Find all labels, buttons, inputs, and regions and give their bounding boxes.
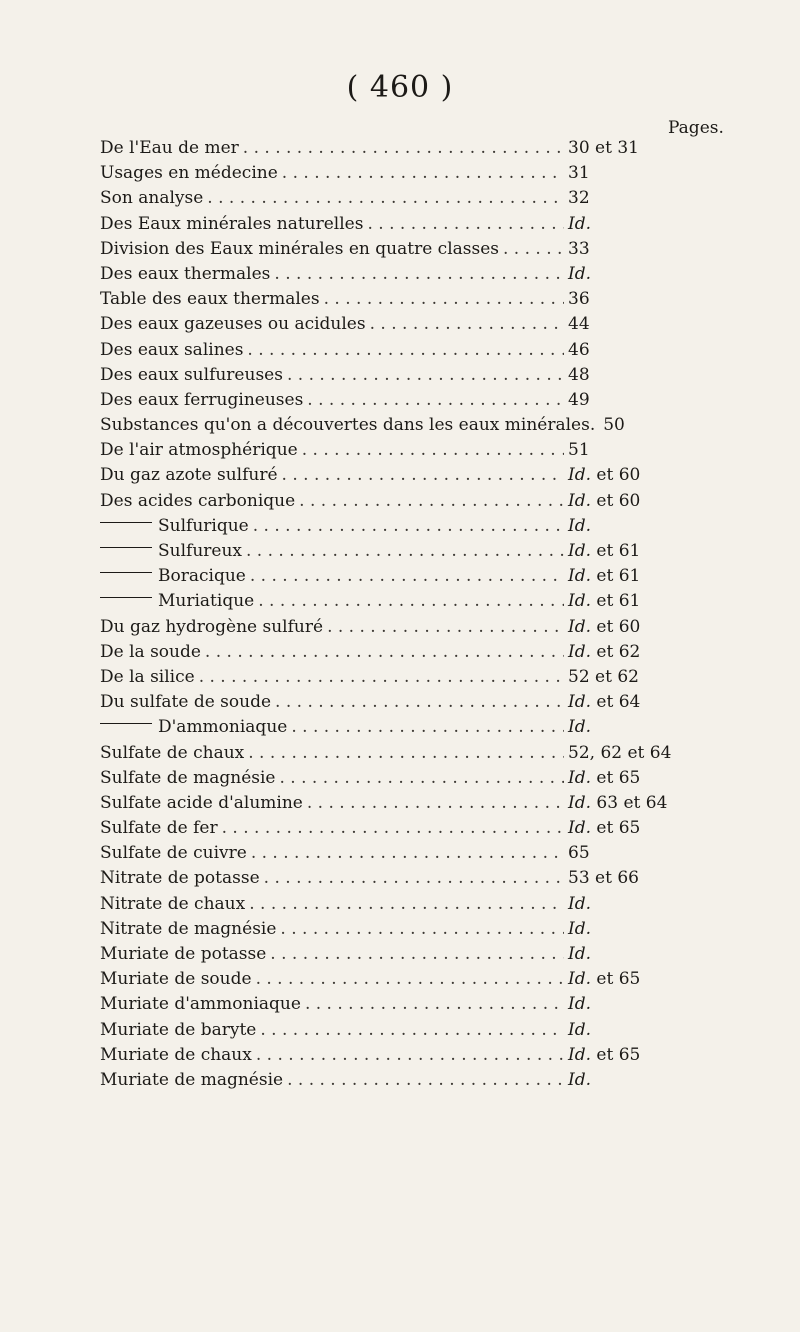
dot-leader (291, 717, 564, 737)
ditto-dash (100, 597, 152, 598)
toc-entry-page: 53 et 66 (568, 868, 639, 889)
toc-entry-label (100, 768, 275, 788)
dot-leader (274, 264, 564, 284)
toc-entry-text: D'ammoniaque (158, 717, 288, 738)
dot-leader (287, 365, 564, 385)
dot-leader (367, 214, 564, 234)
toc-entry-page: 52, 62 et 64 (568, 742, 672, 763)
toc-entry-label (100, 1020, 256, 1040)
toc-entry-text: Sulfate de magnésie (100, 767, 276, 788)
toc-entry-page: Id. (568, 918, 592, 939)
dot-leader (207, 188, 564, 208)
toc-entry (100, 365, 700, 390)
dot-leader (282, 163, 564, 183)
toc-entry-page: Id. et 65 (568, 767, 641, 788)
toc-entry (100, 440, 700, 465)
toc-entry-text: De la soude (100, 641, 201, 662)
toc-entry-label (100, 440, 298, 460)
toc-entry-label (100, 390, 303, 410)
toc-entry (100, 919, 700, 944)
toc-entry-text: Muriate d'ammoniaque (100, 994, 301, 1015)
dot-leader (370, 314, 564, 334)
dot-leader (248, 743, 564, 763)
table-of-contents (100, 138, 700, 1095)
toc-entry-page: Id. et 62 (568, 641, 641, 662)
toc-entry-text: Usages en médecine (100, 163, 278, 184)
dot-leader (253, 516, 564, 536)
toc-entry-page: 36 (568, 289, 590, 310)
toc-entry-label (100, 239, 499, 259)
toc-entry-label (100, 138, 239, 158)
toc-entry-page: Id. (568, 994, 592, 1015)
toc-entry (100, 264, 700, 289)
dot-leader (327, 617, 564, 637)
toc-entry-label (100, 491, 295, 511)
toc-entry-label (100, 894, 245, 914)
toc-entry (100, 717, 700, 742)
toc-entry-page: Id. (568, 717, 592, 738)
dot-leader (205, 642, 564, 662)
toc-entry (100, 743, 700, 768)
toc-entry (100, 1045, 700, 1070)
toc-entry-text: Table des eaux thermales (100, 289, 320, 310)
toc-entry-text: Du gaz azote sulfuré (100, 465, 278, 486)
toc-entry-text: Nitrate de potasse (100, 868, 260, 889)
toc-entry-label (100, 214, 363, 234)
toc-entry-page: 50 (603, 415, 625, 436)
toc-entry-page: Id. et 61 (568, 591, 641, 612)
toc-entry-label (100, 415, 595, 435)
toc-entry (100, 818, 700, 843)
toc-entry-label (100, 642, 201, 662)
toc-entry (100, 138, 700, 163)
toc-entry-label (100, 743, 244, 763)
toc-entry-label (100, 944, 266, 964)
toc-entry-label (100, 793, 303, 813)
toc-entry-text: Du gaz hydrogène sulfuré (100, 616, 324, 637)
toc-entry-label (100, 340, 243, 360)
dot-leader (275, 692, 564, 712)
toc-entry (100, 239, 700, 264)
toc-entry-page: Id. et 65 (568, 818, 641, 839)
toc-entry-text: De l'air atmosphérique (100, 440, 298, 461)
toc-entry-text: Muriate de chaux (100, 1044, 252, 1065)
toc-entry-page: Id. (568, 893, 592, 914)
dot-leader (260, 1020, 564, 1040)
toc-entry-text: Nitrate de magnésie (100, 918, 277, 939)
toc-entry-label (100, 566, 246, 586)
toc-entry-page: 65 (568, 843, 590, 864)
page-number: ( 460 ) (346, 70, 454, 105)
toc-entry (100, 667, 700, 692)
toc-entry-label (100, 843, 247, 863)
toc-entry-page: 32 (568, 188, 590, 209)
toc-entry (100, 1070, 700, 1095)
toc-entry (100, 843, 700, 868)
toc-entry (100, 994, 700, 1019)
toc-entry-label (100, 516, 249, 536)
toc-entry-text: Sulfurique (158, 515, 249, 536)
toc-entry-label (100, 314, 366, 334)
toc-entry-text: Des Eaux minérales naturelles (100, 213, 364, 234)
toc-entry-label (100, 188, 203, 208)
toc-entry (100, 944, 700, 969)
toc-entry-text: Sulfate de chaux (100, 742, 245, 763)
toc-entry (100, 340, 700, 365)
toc-entry-page: 31 (568, 163, 590, 184)
toc-entry (100, 491, 700, 516)
toc-entry-label (100, 365, 283, 385)
toc-entry-label (100, 994, 301, 1014)
dot-leader (270, 944, 564, 964)
toc-entry-page: Id. et 64 (568, 692, 641, 713)
dot-leader (256, 1045, 564, 1065)
dot-leader (305, 994, 564, 1014)
toc-entry-text: De l'Eau de mer (100, 138, 239, 158)
toc-entry-page: Id. (568, 213, 592, 234)
toc-entry-label (100, 969, 252, 989)
dot-leader (280, 919, 564, 939)
dot-leader (282, 465, 564, 485)
toc-entry-text: Des eaux ferrugineuses (100, 389, 304, 410)
toc-entry-page: 48 (568, 364, 590, 385)
dot-leader (243, 138, 564, 158)
toc-entry-text: Du sulfate de soude (100, 692, 272, 713)
toc-entry-label (100, 289, 320, 309)
toc-entry-text: Muriate de baryte (100, 1019, 257, 1040)
toc-entry-page: 30 et 31 (568, 138, 639, 158)
toc-entry-label (100, 868, 260, 888)
dot-leader (249, 894, 564, 914)
dot-leader (199, 667, 564, 687)
toc-entry-page: Id. (568, 1019, 592, 1040)
toc-entry-text: Sulfate acide d'alumine (100, 792, 303, 813)
toc-entry-text: Des eaux gazeuses ou acidules (100, 314, 366, 335)
toc-entry-page: Id. et 65 (568, 1044, 641, 1065)
dot-leader (246, 541, 564, 561)
dot-leader (302, 440, 564, 460)
toc-entry-text: Sulfate de fer (100, 818, 218, 839)
toc-entry (100, 868, 700, 893)
toc-entry-text: Son analyse (100, 188, 204, 209)
toc-entry (100, 591, 700, 616)
dot-leader (287, 1070, 564, 1090)
toc-entry-page: Id. et 61 (568, 541, 641, 561)
toc-entry (100, 289, 700, 314)
toc-entry (100, 969, 700, 994)
toc-entry (100, 516, 700, 541)
toc-entry (100, 566, 700, 591)
toc-entry-label (100, 465, 278, 485)
dot-leader (256, 969, 564, 989)
dot-leader (250, 566, 564, 586)
dot-leader (222, 818, 564, 838)
toc-entry-label (100, 617, 323, 637)
toc-entry-text: Des eaux sulfureuses (100, 364, 283, 385)
dot-leader (307, 793, 564, 813)
toc-entry-label (100, 717, 287, 737)
toc-entry (100, 214, 700, 239)
toc-entry (100, 465, 700, 490)
toc-entry-text: Des eaux thermales (100, 263, 271, 284)
ditto-dash (100, 572, 152, 573)
toc-entry-text: Nitrate de chaux (100, 893, 246, 914)
toc-entry-page: Id. (568, 263, 592, 284)
toc-entry-page: 52 et 62 (568, 666, 639, 687)
toc-entry-page: 46 (568, 339, 590, 360)
dot-leader (279, 768, 564, 788)
toc-entry-text: Muriate de magnésie (100, 1069, 284, 1090)
toc-entry-label (100, 1045, 252, 1065)
toc-entry-page: 33 (568, 238, 590, 259)
dot-leader (251, 843, 564, 863)
toc-entry-text: Des acides carbonique (100, 490, 296, 511)
toc-entry-text: Muriatique (158, 591, 255, 612)
dot-leader (258, 591, 564, 611)
toc-entry (100, 314, 700, 339)
toc-entry-page: Id. et 60 (568, 616, 641, 637)
toc-entry (100, 617, 700, 642)
toc-entry (100, 415, 700, 440)
toc-entry-page: Id. (568, 1069, 592, 1090)
toc-entry-label (100, 692, 271, 712)
toc-entry (100, 188, 700, 213)
toc-entry-page: Id. et 60 (568, 465, 641, 486)
toc-entry-text: Sulfate de cuivre (100, 843, 247, 864)
ditto-dash (100, 522, 152, 523)
toc-entry-text: Muriate de potasse (100, 944, 267, 964)
toc-entry (100, 894, 700, 919)
ditto-dash (100, 547, 152, 548)
ditto-dash (100, 723, 152, 724)
toc-entry (100, 768, 700, 793)
toc-entry-label (100, 1070, 283, 1090)
toc-entry (100, 692, 700, 717)
toc-entry-page: 49 (568, 389, 590, 410)
toc-entry-page: 51 (568, 440, 590, 461)
toc-entry-page: Id. et 61 (568, 566, 641, 587)
pages-column-header: Pages. (668, 118, 724, 138)
toc-entry-text: Substances qu'on a découvertes dans les eaux minérales. (100, 415, 596, 436)
toc-entry (100, 793, 700, 818)
dot-leader (503, 239, 564, 259)
toc-entry-label (100, 541, 242, 561)
toc-entry-label (100, 163, 278, 183)
toc-entry-page: Id. (568, 515, 592, 536)
toc-entry (100, 541, 700, 566)
toc-entry-text: Des eaux salines (100, 339, 244, 360)
toc-entry-label (100, 591, 254, 611)
dot-leader (247, 340, 564, 360)
toc-entry-text: Division des Eaux minérales en quatre classes (100, 238, 499, 259)
dot-leader (324, 289, 564, 309)
toc-entry-text: Muriate de soude (100, 969, 252, 990)
toc-entry-text: Boracique (158, 566, 246, 587)
toc-entry (100, 390, 700, 415)
toc-entry-page: Id. (568, 944, 592, 964)
dot-leader (299, 491, 564, 511)
toc-entry-label (100, 264, 270, 284)
toc-entry-text: Sulfureux (158, 541, 242, 561)
toc-entry-page: Id. et 60 (568, 490, 641, 511)
toc-entry-text: De la silice (100, 666, 195, 687)
toc-entry-page: 44 (568, 314, 590, 335)
dot-leader (307, 390, 564, 410)
dot-leader (264, 868, 564, 888)
toc-entry-label (100, 919, 276, 939)
toc-entry-label (100, 818, 218, 838)
toc-entry (100, 163, 700, 188)
toc-entry-label (100, 667, 195, 687)
toc-entry-page: Id. 63 et 64 (568, 792, 668, 813)
toc-entry-page: Id. et 65 (568, 969, 641, 990)
toc-entry (100, 642, 700, 667)
toc-entry (100, 1020, 700, 1045)
